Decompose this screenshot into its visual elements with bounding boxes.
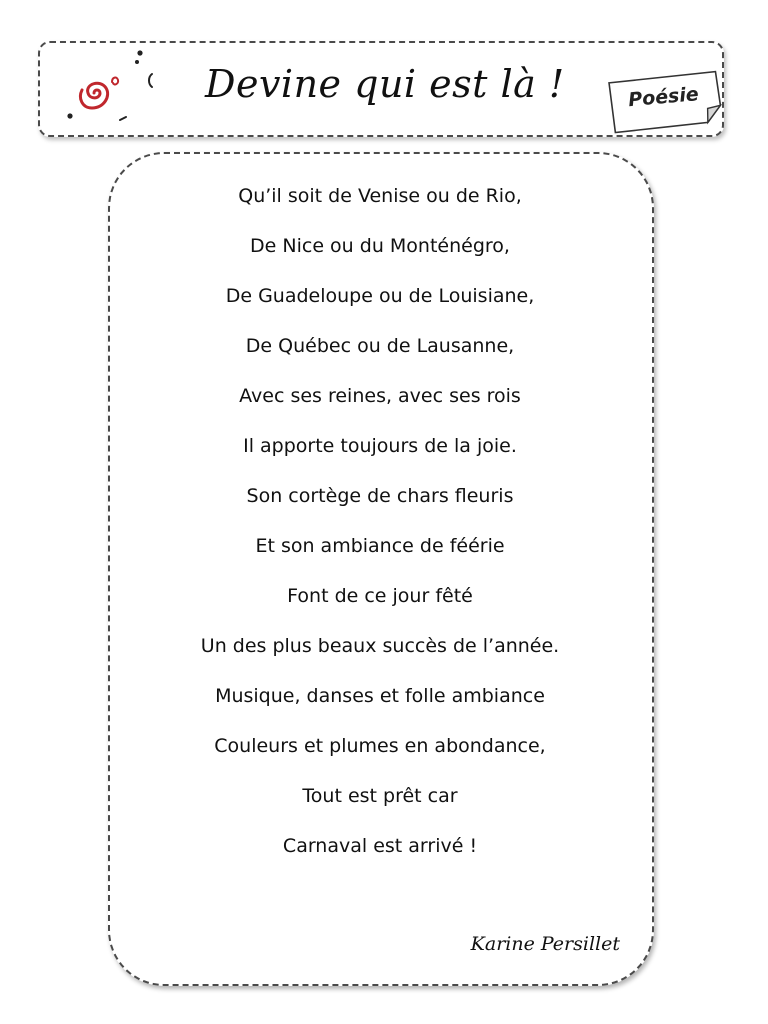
small-stroke-icon: [120, 117, 126, 120]
red-curl-icon: [112, 78, 118, 85]
poem-line: Avec ses reines, avec ses rois: [239, 385, 521, 407]
poem-line: Carnaval est arrivé !: [282, 835, 478, 857]
poem-text: [118, 171, 642, 871]
poesie-label: Poésie: [627, 83, 700, 112]
poem-line: Et son ambiance de féérie: [255, 535, 505, 557]
small-arc-icon: [149, 74, 152, 87]
poem-line: Font de ce jour fêté: [287, 585, 473, 607]
poesie-tag: [606, 69, 727, 137]
dot-icon: [67, 113, 72, 118]
poem-line: Qu’il soit de Venise ou de Rio,: [238, 185, 522, 207]
swirl-decoration-icon: [60, 46, 160, 126]
poem-line: Tout est prêt car: [302, 785, 458, 807]
red-spiral-icon: [80, 83, 107, 108]
poem-line: Musique, danses et folle ambiance: [215, 685, 545, 707]
poem-line: De Guadeloupe ou de Louisiane,: [225, 285, 535, 307]
author-signature: Karine Persillet: [470, 933, 620, 955]
poem-line: Son cortège de chars fleuris: [246, 485, 514, 507]
dot-icon: [135, 60, 139, 64]
poem-line: Il apporte toujours de la joie.: [243, 435, 517, 457]
poem-line: De Québec ou de Lausanne,: [245, 335, 515, 357]
poem-line: De Nice ou du Monténégro,: [250, 235, 510, 257]
poem-line: Couleurs et plumes en abondance,: [214, 735, 546, 757]
poem-line: Un des plus beaux succès de l’année.: [200, 635, 560, 657]
dot-icon: [137, 50, 142, 55]
page-title: Devine qui est là !: [205, 62, 565, 106]
